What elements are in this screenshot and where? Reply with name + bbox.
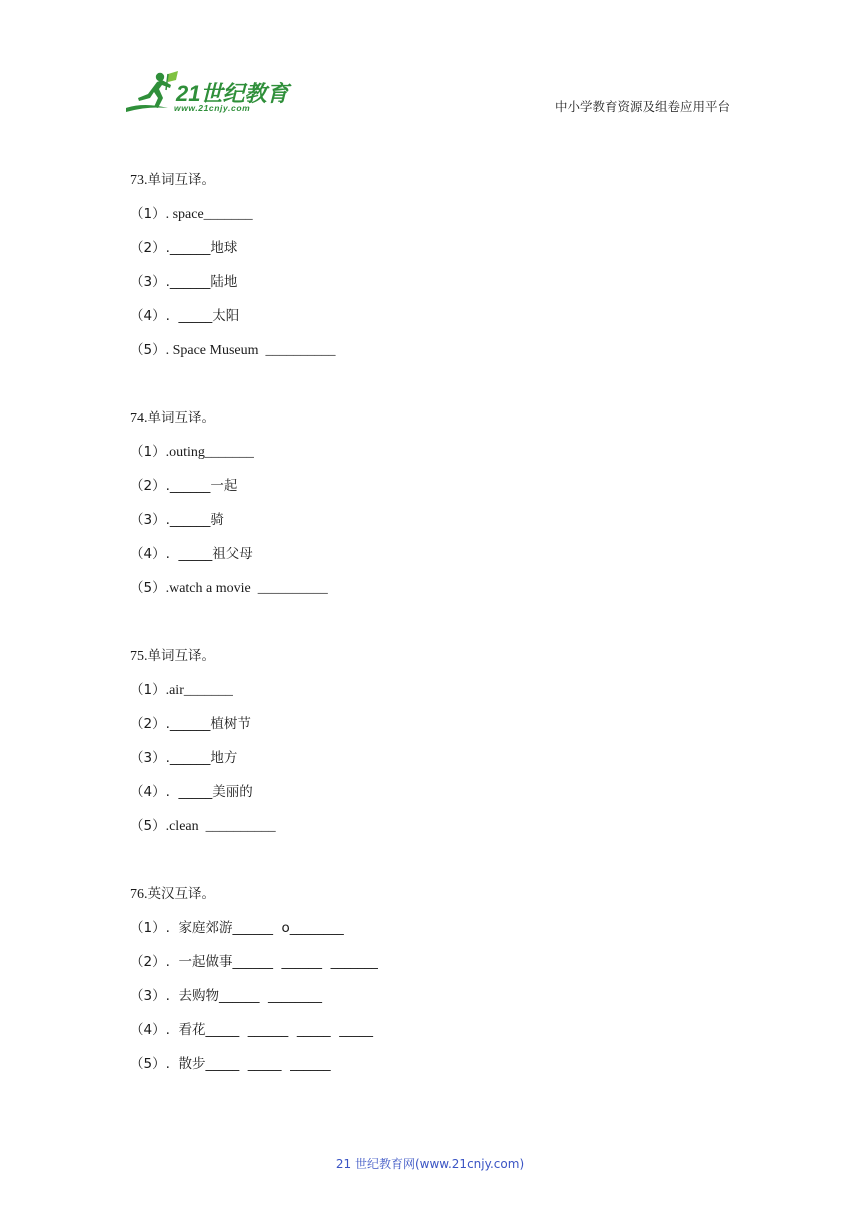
item-index: （1） <box>130 444 166 460</box>
item-text: . 看花_____ ______ _____ _____ <box>165 1022 373 1038</box>
logo-url-text: www.21cnjy.com <box>174 103 251 113</box>
item-index: （1） <box>130 920 166 936</box>
item-index: （4） <box>130 546 166 562</box>
item-text: . 一起做事______ ______ _______ <box>165 954 378 970</box>
item-text: .______陆地 <box>165 274 238 290</box>
item-text: . _____太阳 <box>165 308 240 324</box>
logo <box>124 68 294 116</box>
runner-logo-icon <box>124 68 180 116</box>
item-index: （2） <box>130 478 166 494</box>
item-index: （2） <box>130 954 166 970</box>
item-text: . 家庭郊游______ o________ <box>165 920 344 936</box>
item-text: .______地方 <box>165 750 238 766</box>
question-item <box>130 204 750 238</box>
question-item <box>130 782 750 816</box>
item-text: .______植树节 <box>165 716 251 732</box>
item-index: （4） <box>130 784 166 800</box>
item-index: （5） <box>130 1056 166 1072</box>
item-text: . 去购物______ ________ <box>165 988 323 1004</box>
question-74 <box>130 408 750 612</box>
question-number: 74. <box>130 411 148 426</box>
question-76 <box>130 884 750 1088</box>
item-text: . space_______ <box>165 207 253 222</box>
question-title <box>130 884 750 918</box>
item-text: .watch a movie __________ <box>165 581 328 596</box>
question-item <box>130 986 750 1020</box>
question-item <box>130 238 750 272</box>
question-instruction: 单词互译。 <box>147 172 215 188</box>
platform-name: 中小学教育资源及组卷应用平台 <box>554 99 730 114</box>
item-index: （4） <box>130 1022 166 1038</box>
question-item <box>130 816 750 850</box>
item-text: .outing_______ <box>165 445 254 460</box>
item-index: （3） <box>130 750 166 766</box>
question-item <box>130 1054 750 1088</box>
question-item <box>130 544 750 578</box>
question-title <box>130 408 750 442</box>
question-instruction: 单词互译。 <box>147 648 215 664</box>
page-footer <box>0 1155 860 1172</box>
item-text: .______一起 <box>165 478 238 494</box>
question-item <box>130 476 750 510</box>
item-text: .______骑 <box>165 512 224 528</box>
item-text: . _____祖父母 <box>165 546 253 562</box>
item-index: （1） <box>130 682 166 698</box>
question-item <box>130 272 750 306</box>
item-index: （5） <box>130 580 166 596</box>
question-item <box>130 510 750 544</box>
question-item <box>130 918 750 952</box>
item-index: （3） <box>130 988 166 1004</box>
question-number: 76. <box>130 887 148 902</box>
footer-text: 21 世纪教育网(www.21cnjy.com) <box>335 1157 525 1171</box>
item-text: . Space Museum __________ <box>165 343 336 358</box>
question-item <box>130 714 750 748</box>
logo-brand-text: 21世纪教育 <box>176 81 289 106</box>
question-73 <box>130 170 750 374</box>
question-title <box>130 646 750 680</box>
question-item <box>130 748 750 782</box>
item-text: .______地球 <box>165 240 238 256</box>
exercise-content <box>130 170 750 1122</box>
item-index: （3） <box>130 274 166 290</box>
item-index: （4） <box>130 308 166 324</box>
question-item <box>130 340 750 374</box>
item-index: （2） <box>130 716 166 732</box>
question-item <box>130 1020 750 1054</box>
item-index: （5） <box>130 818 166 834</box>
question-number: 75. <box>130 649 148 664</box>
question-title <box>130 170 750 204</box>
question-item <box>130 952 750 986</box>
item-index: （3） <box>130 512 166 528</box>
question-75 <box>130 646 750 850</box>
item-text: .clean __________ <box>165 819 276 834</box>
question-number: 73. <box>130 173 148 188</box>
question-item <box>130 442 750 476</box>
question-instruction: 单词互译。 <box>147 410 215 426</box>
question-item <box>130 680 750 714</box>
question-item <box>130 306 750 340</box>
item-text: . _____美丽的 <box>165 784 253 800</box>
page-header <box>0 0 860 130</box>
question-item <box>130 578 750 612</box>
question-instruction: 英汉互译。 <box>147 886 215 902</box>
item-index: （2） <box>130 240 166 256</box>
item-text: . 散步_____ _____ ______ <box>165 1056 331 1072</box>
item-index: （1） <box>130 206 166 222</box>
item-text: .air_______ <box>165 683 233 698</box>
item-index: （5） <box>130 342 166 358</box>
